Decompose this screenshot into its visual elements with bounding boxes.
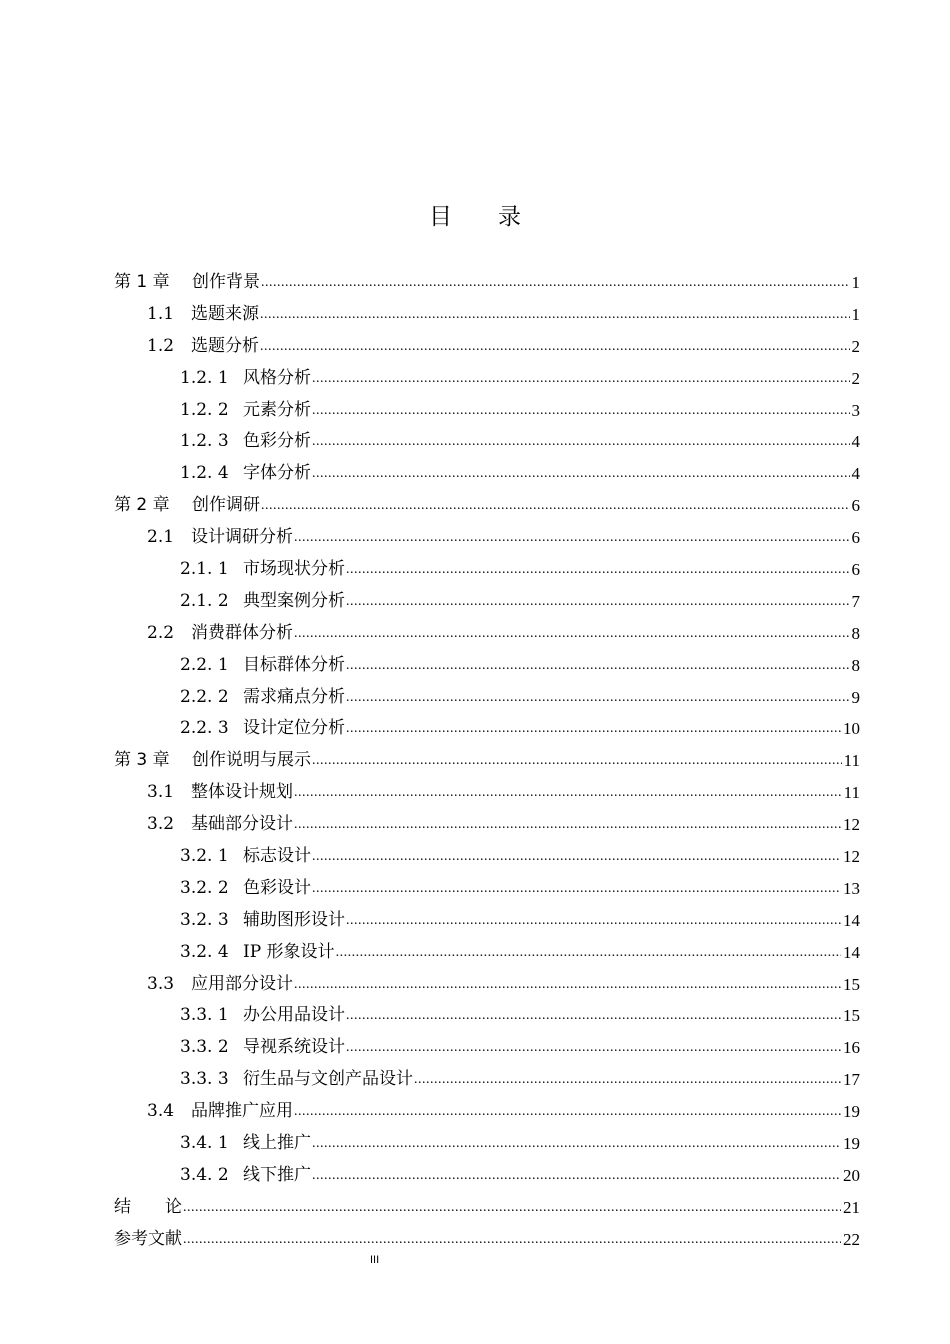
toc-entry[interactable]: [114, 682, 860, 714]
toc-dot-leader: [294, 809, 841, 841]
toc-dot-leader: [346, 1000, 841, 1032]
toc-entry[interactable]: [114, 1224, 860, 1256]
toc-entry-page-number: 8: [851, 655, 860, 675]
toc-entry-number: 3.3. 2: [180, 1037, 229, 1058]
toc-entry-number: 3.3. 3: [180, 1069, 229, 1090]
toc-entry-number: 3.4: [147, 1101, 175, 1122]
toc-dot-leader: [312, 841, 841, 873]
toc-entry-title: 需求痛点分析: [243, 686, 345, 707]
toc-entry-title: 色彩分析: [243, 431, 311, 452]
toc-entry-title: 选题分析: [191, 335, 259, 356]
toc-entry-title: 整体设计规划: [191, 782, 293, 803]
toc-entry-title: 参考文献: [114, 1228, 182, 1249]
toc-entry-page-number: 1: [851, 272, 860, 292]
toc-entry-page-number: 14: [843, 942, 860, 962]
page-footer-number: III: [370, 1254, 380, 1266]
page-title-char-2: 录: [498, 204, 521, 230]
toc-entry-title: 设计调研分析: [191, 527, 293, 548]
toc-dot-leader: [260, 331, 850, 363]
toc-dot-leader: [346, 905, 841, 937]
toc-entry-title: 典型案例分析: [243, 590, 345, 611]
toc-entry-number: 2.1. 2: [180, 590, 229, 611]
toc-dot-leader: [346, 554, 850, 586]
toc-entry-page-number: 10: [843, 719, 860, 739]
toc-dot-leader: [346, 682, 850, 714]
toc-entry-page-number: 20: [843, 1165, 860, 1185]
toc-dot-leader: [346, 1032, 841, 1064]
toc-entry-page-number: 6: [851, 528, 860, 548]
toc-entry-number: 第 3 章: [114, 750, 170, 771]
toc-entry-title: 线下推广: [243, 1164, 311, 1185]
toc-entry-page-number: 9: [851, 687, 860, 707]
toc-entry-number: 2.2. 2: [180, 686, 229, 707]
toc-entry[interactable]: [114, 618, 860, 650]
toc-entry[interactable]: [114, 586, 860, 618]
toc-entry-title: 办公用品设计: [243, 1005, 345, 1026]
toc-dot-leader: [312, 745, 842, 777]
toc-entry-number: 1.2. 2: [180, 399, 229, 420]
toc-entry-number: 3.2. 2: [180, 877, 229, 898]
toc-entry-page-number: 8: [851, 623, 860, 643]
toc-entry-title: 风格分析: [243, 367, 311, 388]
toc-entry[interactable]: [114, 458, 860, 490]
toc-entry-page-number: 6: [851, 560, 860, 579]
toc-dot-leader: [260, 299, 850, 331]
toc-entry-page-number: 2: [851, 368, 860, 388]
toc-entry-page-number: 21: [843, 1197, 860, 1217]
toc-entry-number: 第 2 章: [114, 495, 170, 516]
toc-dot-leader: [414, 1064, 841, 1096]
toc-entry-number: 第 1 章: [114, 271, 170, 292]
toc-entry-number: 2.2. 1: [180, 654, 229, 675]
toc-entry[interactable]: [114, 905, 860, 937]
toc-entry-page-number: 4: [851, 432, 860, 452]
toc-entry-title: 消费群体分析: [191, 622, 293, 643]
toc-entry-number: 3.3. 1: [180, 1005, 229, 1026]
toc-entry[interactable]: [114, 363, 860, 395]
toc-entry-number: 2.1: [147, 527, 175, 548]
toc-entry-page-number: 16: [843, 1038, 860, 1058]
toc-entry-title: 衍生品与文创产品设计: [243, 1069, 413, 1090]
toc-entry[interactable]: [114, 777, 860, 809]
toc-entry-title: 结 论: [114, 1196, 182, 1217]
toc-entry[interactable]: [114, 1000, 860, 1032]
toc-entry[interactable]: [114, 1096, 860, 1128]
toc-entry[interactable]: [114, 299, 860, 331]
toc-entry-page-number: 11: [843, 783, 860, 803]
toc-dot-leader: [312, 426, 850, 458]
toc-entry[interactable]: [114, 522, 860, 554]
toc-dot-leader: [261, 490, 850, 522]
toc-dot-leader: [346, 586, 850, 618]
toc-entry-number: 3.1: [147, 782, 175, 803]
table-of-contents: [114, 267, 860, 1256]
toc-entry-title: 品牌推广应用: [191, 1101, 293, 1122]
toc-entry[interactable]: [114, 745, 860, 777]
toc-entry-title: 目标群体分析: [243, 654, 345, 675]
toc-entry[interactable]: [114, 1128, 860, 1160]
toc-entry-page-number: 19: [843, 1134, 860, 1154]
toc-dot-leader: [312, 395, 850, 427]
toc-entry-page-number: 4: [851, 464, 860, 484]
toc-entry[interactable]: [114, 713, 860, 745]
toc-dot-leader: [183, 1192, 841, 1224]
toc-entry-number: 1.2: [147, 335, 175, 356]
toc-dot-leader: [312, 458, 850, 490]
toc-dot-leader: [294, 522, 850, 554]
toc-entry[interactable]: [114, 809, 860, 841]
toc-dot-leader: [261, 267, 850, 299]
toc-entry-number: 1.1: [147, 303, 175, 324]
toc-entry-number: 2.2: [147, 622, 175, 643]
toc-dot-leader: [346, 650, 850, 682]
toc-entry-page-number: 1: [851, 304, 860, 324]
toc-entry-title: 选题来源: [191, 303, 259, 324]
toc-entry-page-number: 6: [851, 496, 860, 516]
toc-entry-title: 导视系统设计: [243, 1037, 345, 1058]
toc-entry[interactable]: [114, 267, 860, 299]
toc-entry-page-number: 17: [843, 1070, 860, 1090]
toc-entry-title: 创作背景: [192, 271, 260, 292]
toc-entry[interactable]: [114, 969, 860, 1001]
toc-entry-page-number: 11: [843, 751, 860, 771]
toc-entry-title: 市场现状分析: [243, 559, 345, 579]
toc-entry[interactable]: [114, 490, 860, 522]
toc-entry-page-number: 12: [843, 815, 860, 835]
toc-entry-page-number: 3: [851, 400, 860, 420]
toc-entry-page-number: 15: [843, 974, 860, 994]
toc-entry-page-number: 7: [851, 591, 860, 611]
toc-dot-leader: [312, 1128, 841, 1160]
toc-entry-title: 创作说明与展示: [192, 750, 311, 771]
toc-entry-page-number: 22: [843, 1229, 860, 1249]
toc-dot-leader: [312, 873, 841, 905]
toc-entry[interactable]: [114, 1160, 860, 1192]
toc-dot-leader: [336, 937, 841, 969]
toc-entry[interactable]: [114, 937, 860, 969]
toc-entry[interactable]: [114, 426, 860, 458]
toc-entry-page-number: 19: [843, 1102, 860, 1122]
toc-dot-leader: [312, 1160, 841, 1192]
toc-entry[interactable]: [114, 331, 860, 363]
toc-dot-leader: [312, 363, 850, 395]
toc-entry-number: 2.2. 3: [180, 718, 229, 739]
toc-entry-title: IP 形象设计: [243, 941, 335, 962]
toc-entry[interactable]: [114, 1032, 860, 1064]
toc-entry-page-number: 14: [843, 910, 860, 930]
toc-entry-title: 基础部分设计: [191, 814, 293, 835]
toc-entry-page-number: 13: [843, 878, 860, 898]
toc-entry-page-number: 2: [851, 336, 860, 356]
page-title-char-1: 目: [429, 204, 452, 230]
toc-dot-leader: [294, 1096, 841, 1128]
page-title: [0, 200, 950, 234]
toc-entry-title: 标志设计: [243, 846, 311, 867]
toc-entry[interactable]: [114, 1064, 860, 1096]
toc-entry-number: 3.3: [147, 973, 175, 994]
toc-entry-number: 3.4. 2: [180, 1164, 229, 1185]
toc-entry-number: 3.2: [147, 814, 175, 835]
toc-entry-page-number: 15: [843, 1006, 860, 1026]
toc-entry-number: 3.2. 1: [180, 846, 229, 867]
toc-entry-page-number: 12: [843, 847, 860, 867]
toc-entry-number: 3.2. 3: [180, 909, 229, 930]
toc-entry[interactable]: [114, 1192, 860, 1224]
toc-entry-number: 1.2. 4: [180, 463, 229, 484]
toc-entry-title: 字体分析: [243, 463, 311, 484]
toc-dot-leader: [294, 777, 842, 809]
toc-entry[interactable]: [114, 841, 860, 873]
toc-entry-title: 辅助图形设计: [243, 909, 345, 930]
toc-entry-title: 应用部分设计: [191, 973, 293, 994]
toc-entry-number: 3.2. 4: [180, 941, 229, 962]
toc-entry-title: 设计定位分析: [243, 718, 345, 739]
toc-entry-title: 创作调研: [192, 495, 260, 516]
toc-entry-number: 2.1. 1: [180, 559, 229, 579]
toc-entry[interactable]: [114, 873, 860, 905]
toc-entry-title: 色彩设计: [243, 877, 311, 898]
toc-entry-number: 3.4. 1: [180, 1133, 229, 1154]
toc-entry[interactable]: [114, 395, 860, 427]
toc-dot-leader: [294, 618, 850, 650]
toc-entry[interactable]: [114, 650, 860, 682]
toc-dot-leader: [183, 1224, 841, 1256]
toc-entry[interactable]: [114, 554, 860, 586]
toc-dot-leader: [346, 713, 841, 745]
toc-entry-title: 线上推广: [243, 1133, 311, 1154]
toc-entry-title: 元素分析: [243, 399, 311, 420]
toc-entry-number: 1.2. 3: [180, 431, 229, 452]
toc-entry-number: 1.2. 1: [180, 367, 229, 388]
toc-dot-leader: [294, 969, 841, 1001]
